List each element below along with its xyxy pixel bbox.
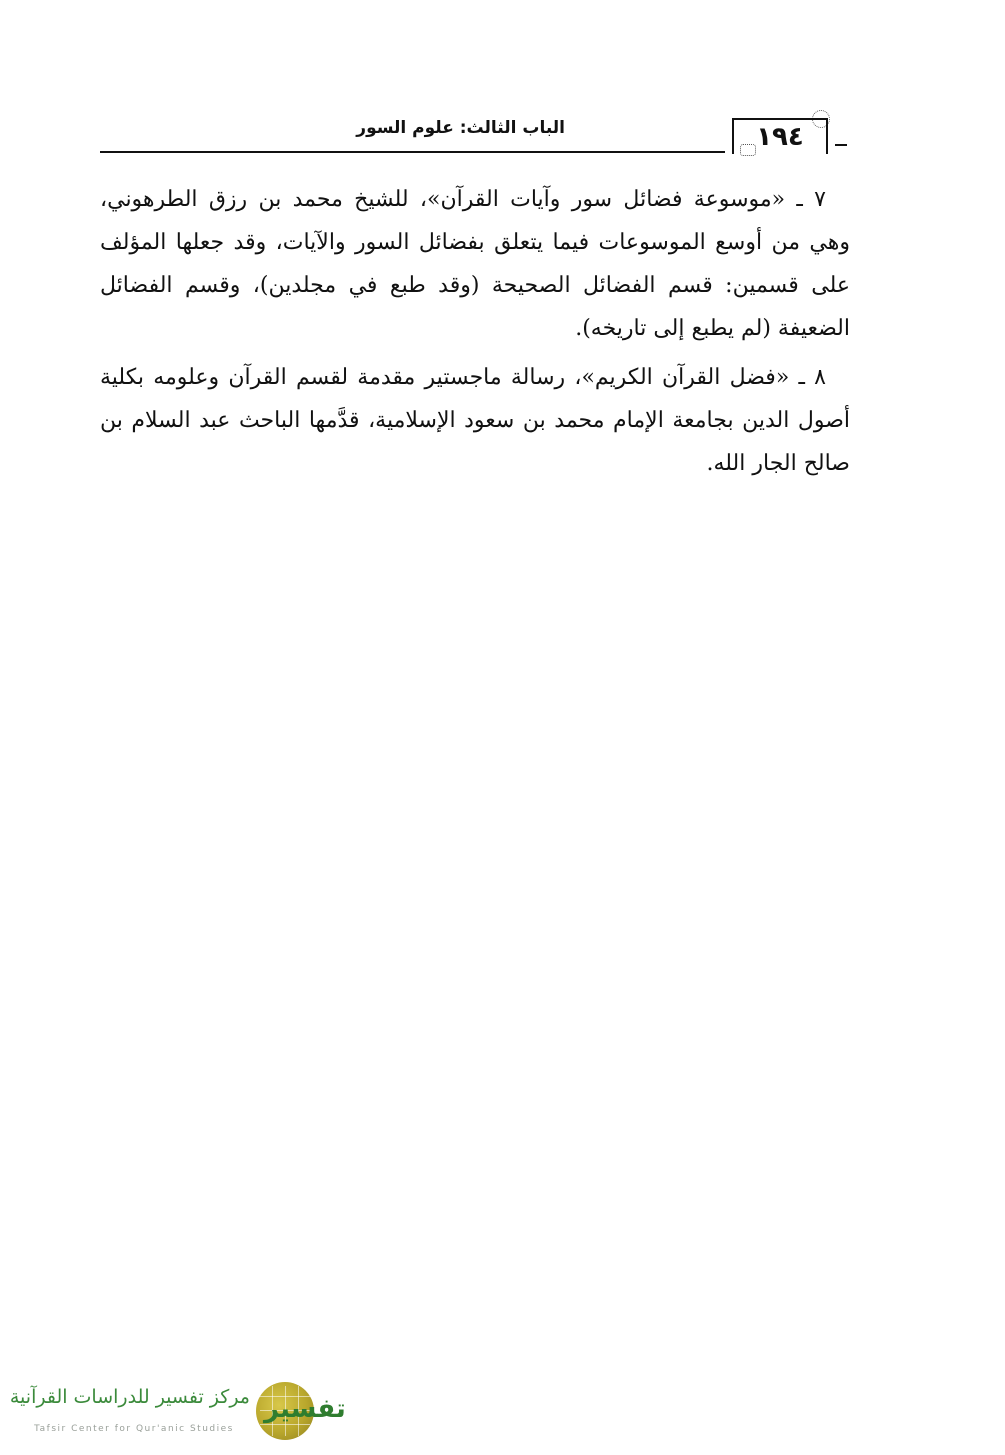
page-number-ornament [740, 144, 756, 156]
logo-english-text: Tafsir Center for Qur'anic Studies [34, 1424, 234, 1434]
paragraph-item-7: ٧ ـ «موسوعة فضائل سور وآيات القرآن»، للشيخ محمد بن رزق الطرهوني، وهي من أوسع الموسوعات فيما يتعلق بفضائل السور والآيات، وقد جعلها المؤلف على قسمين: قسم الفضائل الصحيحة (وقد طبع في مجلدين)، وقسم الفضائل الضعيفة (لم يطبع إلى تاريخه). [100, 187, 850, 341]
logo-arabic-text: مركز تفسير للدراسات القرآنية [9, 1386, 250, 1408]
chapter-title: الباب الثالث: علوم السور [356, 118, 565, 138]
header-rule [100, 151, 725, 153]
logo-mark: تفسير [264, 1394, 346, 1424]
footer-logo [9, 1380, 346, 1442]
header-dash [835, 144, 847, 146]
page-number-box [732, 118, 828, 154]
page-header [100, 108, 850, 156]
body-text [100, 178, 850, 491]
paragraph-item-8: ٨ ـ «فضل القرآن الكريم»، رسالة ماجستير مقدمة لقسم القرآن وعلومه بكلية أصول الدين بجامعة الإمام محمد بن سعود الإسلامية، قدَّمها الباحث عبد السلام بن صالح الجار الله. [100, 365, 850, 476]
page-number: ١٩٤ [756, 122, 804, 152]
